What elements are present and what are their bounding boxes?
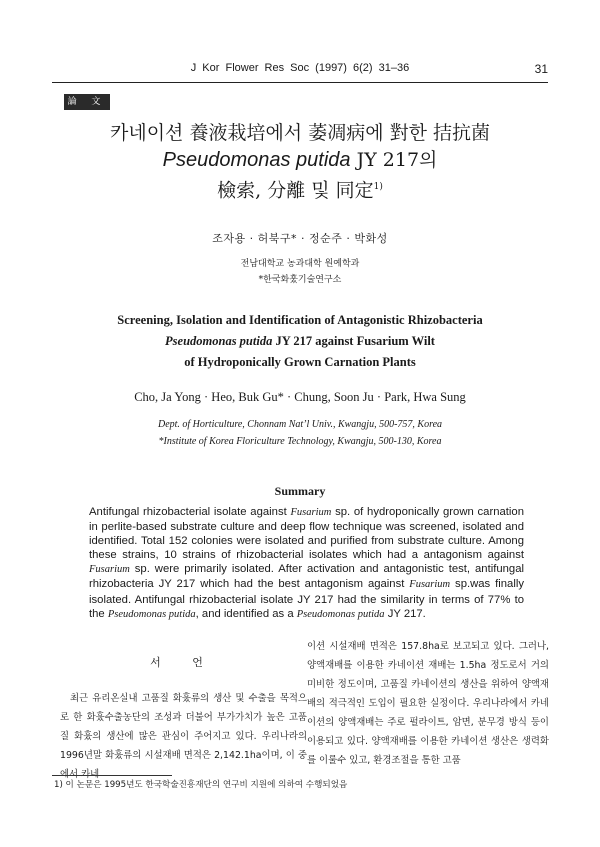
korean-title-line3-text: 檢索, 分離 및 同定 (217, 179, 374, 202)
article-type-badge: 論 文 (64, 94, 110, 110)
english-affiliations (0, 416, 600, 450)
english-authors: Cho, Ja Yong · Heo, Buk Gu* · Chung, Soon Ju · Park, Hwa Sung (134, 390, 466, 404)
english-title-line2 (80, 331, 520, 352)
running-header (52, 62, 548, 80)
summary-genus: Fusarium (290, 507, 332, 518)
english-title-line2-rest: JY 217 against Fusarium Wilt (272, 334, 435, 348)
english-title-species: Pseudomonas putida (165, 334, 273, 348)
page-number: 31 (534, 62, 548, 76)
korean-title-line3 (60, 174, 540, 204)
title-footnote-mark: 1) (373, 182, 383, 192)
korean-affiliation-2: *한국화훘기술연구소 (258, 275, 342, 285)
english-affiliation-2: *Institute of Korea Floriculture Technology, Kwangju, 500-130, Korea (158, 436, 442, 447)
journal-citation: J Kor Flower Res Soc (1997) 6(2) 31–36 (190, 62, 410, 74)
summary-abstract (75, 505, 524, 622)
summary-paragraph (75, 505, 524, 622)
summary-text: sp.was finally isolated. Antifungal rhizobacterial isolate JY 217 had the similarity in terms of 77% to the (89, 578, 524, 620)
english-title (80, 310, 520, 373)
korean-authors: 조자용 · 허북구* · 정순주 · 박화성 (212, 232, 388, 245)
korean-affiliations (0, 256, 600, 288)
section-heading-introduction: 서 언 (150, 656, 217, 669)
summary-text: sp. were primarily isolated. After activation and antagonistic test, antifungal rhizobacteria JY 217 which had the best antagonism against (89, 563, 524, 591)
body-column-left (60, 638, 307, 784)
korean-title-strain: JY 217의 (350, 149, 438, 171)
korean-title-species: Pseudomonas putida (162, 149, 351, 171)
english-title-line1: Screening, Isolation and Identification of Antagonistic Rhizobacteria (117, 313, 483, 327)
footnote: 1) 이 논문은 1995년도 한국학술진흥재단의 연구비 지원에 의하여 수행되었음 (54, 780, 348, 790)
english-title-line3: of Hydroponically Grown Carnation Plants (184, 355, 416, 369)
korean-title-line2 (60, 147, 540, 174)
summary-text: JY 217. (384, 607, 426, 620)
korean-title (60, 120, 540, 204)
summary-genus: Fusarium (409, 579, 451, 591)
summary-text: , and identified as a (195, 607, 297, 620)
footnote-rule (52, 775, 172, 776)
body-paragraph: 최근 유리온실내 고품질 화훘류의 생산 및 수출을 목적으로 한 화훘수출농단의 조성과 더불어 부가가치가 높은 고품질 화훘의 생산에 많은 관심이 주어지고 있다. 우리나라의 1996년말 화훘류의 시설재배 면적은 2,142.1ha이며, 이 중에서 카네 (60, 693, 307, 780)
summary-heading: Summary (274, 484, 326, 498)
header-rule (52, 82, 548, 83)
summary-text: sp. of hydroponically grown carnation in perlite-based substrate culture and deep flow technique was screened, isolated and identified. Total 152 colonies were isolated and purified from substrate culture. Among these strains, 10 strains of rhizobacterial isolates which had a antagonism against (89, 506, 524, 562)
body-column-right (307, 637, 549, 770)
korean-title-line1: 카네이션 養液栽培에서 萎凋病에 對한 拮抗菌 (110, 122, 490, 144)
korean-affiliation-1: 전남대학교 농과대학 원예학과 (240, 259, 360, 269)
body-paragraph: 이션 시설재배 면적은 157.8ha로 보고되고 있다. 그러나, 양액재배를 이용한 카네이션 재배는 1.5ha 정도로서 거의 미비한 정도이며, 고품질 카네이션의 생산을 위하여 양액재배의 적극적인 도입이 필요한 실정이다. 우리나라에서 카네이션의 양액재배는 주로 펄라이트, 암면, 분무경 방식 등이 이용되고 있다. 양액재배를 이용한 카네이션 생산은 생력화를 이룰수 있고, 환경조절을 통한 고품 (307, 641, 549, 766)
summary-genus: Fusarium (89, 564, 130, 576)
summary-text: Antifungal rhizobacterial isolate against (89, 506, 291, 518)
summary-species: Pseudomonas putida (107, 608, 196, 620)
english-affiliation-1: Dept. of Horticulture, Chonnam Nat’l Univ., Kwangju, 500-757, Korea (157, 419, 443, 430)
summary-species: Pseudomonas putida (296, 608, 385, 620)
